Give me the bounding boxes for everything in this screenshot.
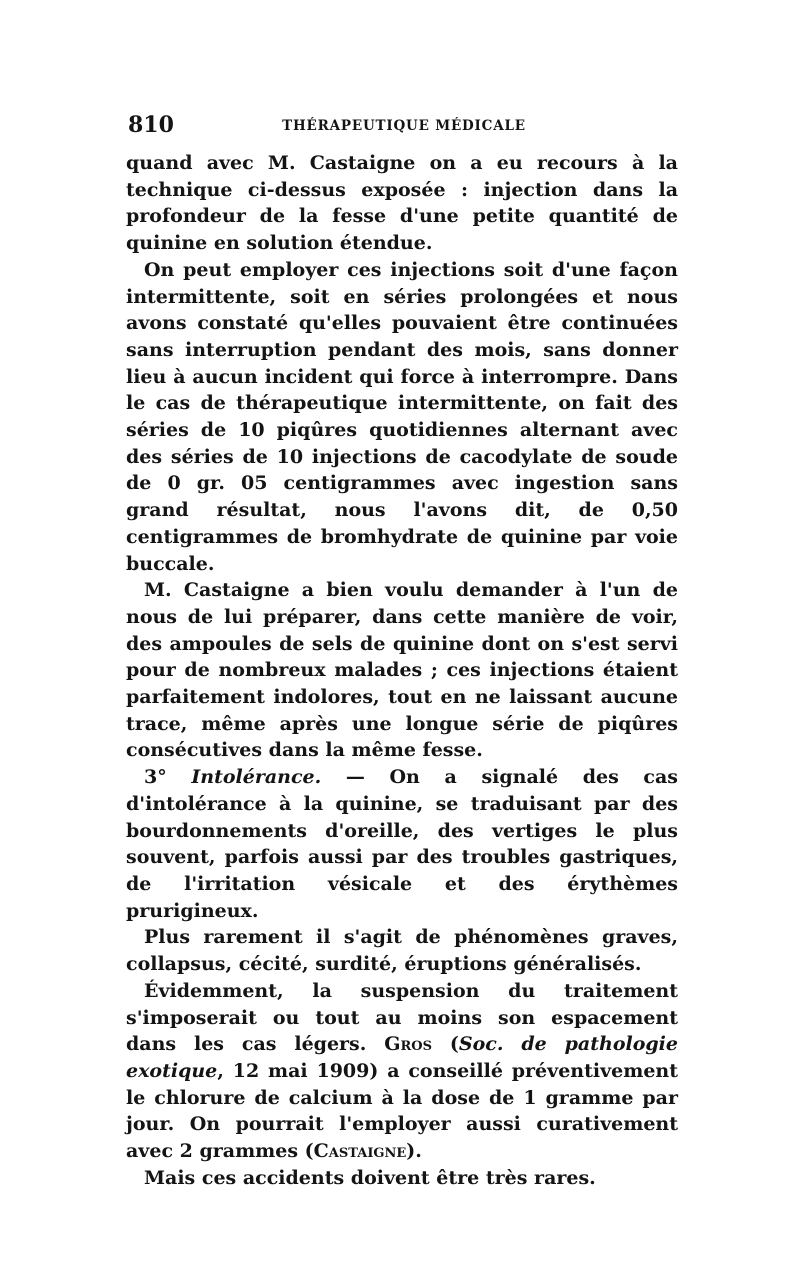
page-number: 810 [128, 112, 174, 138]
ref-open: ( [432, 1033, 459, 1056]
paragraph-5: Plus rarement il s'agit de phénomènes graves, collapsus, cécité, surdité, éruptions généralisés. [126, 926, 678, 976]
paragraph-6 [126, 978, 678, 1165]
section-title: Intolérance. [191, 766, 322, 789]
paragraph-intolerance [126, 764, 678, 924]
author-gros: Gros [384, 1033, 433, 1056]
page-header [128, 112, 680, 142]
author-castaigne: Castaigne [313, 1140, 407, 1163]
paragraph-6-text-end: ). [406, 1140, 422, 1163]
paragraph-1: quand avec M. Castaigne on a eu recours à la technique ci-dessus exposée : injection dans la profondeur de la fesse d'une petite quantité de quinine en solution étendue. [126, 152, 678, 255]
journal-reference: Soc. de pathologie exotique [126, 1033, 678, 1082]
paragraph-6-text-after: , 12 mai 1909) a conseillé préventivement le chlorure de calcium à la dose de 1 gramme par jour. On pourrait l'employer aussi curativement avec 2 grammes ( [126, 1059, 678, 1163]
running-head: THÉRAPEUTIQUE MÉDICALE [282, 118, 526, 134]
paragraph-2: On peut employer ces injections soit d'une façon intermittente, soit en séries prolongées et nous avons constaté qu'elles pouvaient être continuées sans interruption pendant des mois, sans donner lieu à aucun incident qui force à interrompre. Dans le cas de thérapeutique intermittente, on fait des séries de 10 piqûres quotidiennes alternant avec des séries de 10 injections de cacodylate de soude de 0 gr. 05 centigrammes avec ingestion sans grand résultat, nous l'avons dit, de 0,50 centigrammes de bromhydrate de quinine par voie buccale. [126, 258, 678, 575]
paragraph-7: Mais ces accidents doivent être très rares. [144, 1166, 596, 1189]
paragraph-3: M. Castaigne a bien voulu demander à l'un de nous de lui préparer, dans cette manière de voir, des ampoules de sels de quinine dont on s'est servi pour de nombreux malades ; ces injections étaient parfaitement indolores, tout en ne laissant aucune trace, même après une longue série de piqûres consécutives dans la même fesse. [126, 579, 678, 762]
section-number: 3° [144, 766, 167, 789]
paragraph-6-text-before: Évidemment, la suspension du traitement s'imposerait ou tout au moins son espacement dans les cas légers. [126, 979, 678, 1056]
text-block [126, 150, 678, 1191]
paragraph-4-text: — On a signalé des cas d'intolérance à la quinine, se traduisant par des bourdonnements d'oreille, des vertiges le plus souvent, parfois aussi par des troubles gastriques, de l'irritation vésicale et des érythèmes prurigineux. [126, 766, 678, 922]
